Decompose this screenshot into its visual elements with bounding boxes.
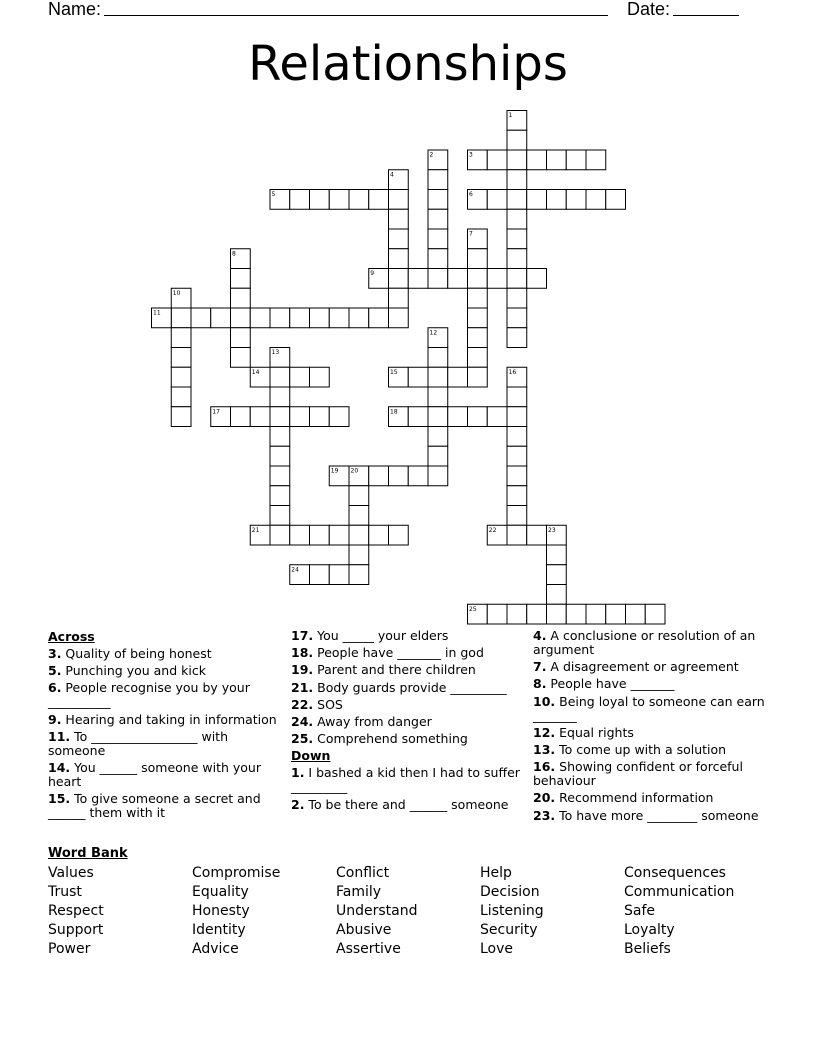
grid-cell[interactable] — [349, 565, 369, 585]
clue-item — [291, 681, 523, 695]
word-bank-word: Loyalty — [624, 922, 675, 938]
grid-cell[interactable] — [290, 367, 310, 387]
clue-number: 22 — [488, 526, 497, 534]
down-clue-list — [291, 766, 523, 811]
clue-item-number: 24. — [291, 713, 314, 729]
grid-cell[interactable] — [527, 269, 547, 289]
grid-cell[interactable] — [171, 308, 191, 328]
clue-number: 20 — [350, 467, 359, 475]
grid-cell[interactable] — [231, 407, 251, 427]
grid-cell[interactable] — [507, 387, 527, 407]
grid-cell[interactable] — [507, 130, 527, 150]
grid-cell[interactable] — [507, 486, 527, 506]
grid-cell[interactable] — [507, 209, 527, 229]
clue-number: 7 — [469, 230, 473, 238]
grid-cell[interactable] — [231, 269, 251, 289]
clue-number: 12 — [429, 329, 438, 337]
grid-cell[interactable] — [428, 249, 448, 269]
clue-number: 15 — [390, 368, 398, 376]
clue-item-number: 14. — [48, 759, 71, 775]
grid-cell[interactable] — [389, 190, 409, 210]
clue-item-text: To _________________ with someone — [48, 728, 229, 758]
grid-cell[interactable] — [428, 348, 448, 368]
clue-item-text: Hearing and taking in information — [61, 711, 277, 727]
grid-cell[interactable] — [586, 604, 606, 624]
grid-cell[interactable] — [527, 525, 547, 545]
grid-cell[interactable] — [369, 466, 389, 486]
clue-item — [291, 715, 523, 729]
grid-cell[interactable] — [349, 545, 369, 565]
grid-cell[interactable] — [507, 190, 527, 210]
grid-cell[interactable] — [171, 348, 191, 368]
grid-cell[interactable] — [389, 288, 409, 308]
word-bank-word: Security — [480, 922, 538, 938]
grid-cell[interactable] — [290, 308, 310, 328]
grid-cell[interactable] — [389, 249, 409, 269]
grid-cell[interactable] — [270, 367, 290, 387]
clue-item-number: 9. — [48, 711, 62, 727]
clue-item-number: 15. — [48, 791, 71, 807]
clue-item — [291, 698, 523, 712]
grid-cell[interactable] — [468, 328, 488, 348]
clue-item-text: To be there and ______ someone — [304, 796, 509, 812]
grid-cell[interactable] — [231, 328, 251, 348]
grid-cell[interactable] — [428, 269, 448, 289]
grid-cell[interactable] — [626, 604, 646, 624]
grid-cell[interactable] — [231, 348, 251, 368]
grid-cell[interactable] — [547, 585, 567, 605]
grid-cell[interactable] — [171, 407, 191, 427]
grid-cell[interactable] — [389, 209, 409, 229]
clue-item — [533, 660, 765, 674]
grid-cell[interactable] — [250, 308, 270, 328]
clue-item-text: You _____ your elders — [313, 628, 449, 643]
grid-cell[interactable] — [310, 407, 330, 427]
grid-cell[interactable] — [507, 249, 527, 269]
clue-item — [533, 677, 765, 691]
clue-number: 24 — [291, 566, 299, 574]
grid-cell[interactable] — [507, 269, 527, 289]
grid-cell[interactable] — [270, 446, 290, 466]
clue-item-text: Equal rights — [555, 724, 634, 740]
clue-number: 21 — [251, 526, 260, 534]
grid-cell[interactable] — [171, 367, 191, 387]
grid-cell[interactable] — [428, 367, 448, 387]
grid-cell[interactable] — [250, 407, 270, 427]
grid-cell[interactable] — [448, 407, 468, 427]
clue-number: 3 — [469, 151, 473, 159]
clue-item-text: Being loyal to someone can earn _______ — [533, 693, 765, 723]
grid-cell[interactable] — [270, 387, 290, 407]
grid-cell[interactable] — [428, 427, 448, 447]
clue-item-text: A disagreement or agreement — [546, 659, 739, 675]
grid-cell[interactable] — [369, 190, 389, 210]
clue-item-text: Recommend information — [555, 790, 714, 806]
grid-cell[interactable] — [606, 190, 626, 210]
grid-cell[interactable] — [507, 170, 527, 190]
grid-cell[interactable] — [389, 229, 409, 249]
grid-cell[interactable] — [349, 525, 369, 545]
clue-item-text: I bashed a kid then I had to suffer _________ — [291, 765, 520, 795]
grid-cell[interactable] — [408, 466, 428, 486]
clue-number: 9 — [370, 270, 375, 277]
grid-cell[interactable] — [310, 190, 330, 210]
clue-item — [48, 761, 280, 789]
grid-cell[interactable] — [487, 407, 507, 427]
grid-cell[interactable] — [507, 604, 527, 624]
grid-cell[interactable] — [547, 604, 567, 624]
grid-cell[interactable] — [507, 525, 527, 545]
grid-cell[interactable] — [428, 170, 448, 190]
clue-number: 25 — [469, 605, 477, 613]
clue-item — [291, 629, 523, 643]
grid-cell[interactable] — [428, 387, 448, 407]
grid-cell[interactable] — [487, 269, 507, 289]
grid-cell[interactable] — [507, 288, 527, 308]
word-bank-word: Respect — [48, 903, 104, 919]
word-bank-word: Advice — [192, 941, 239, 957]
clue-item-text: To give someone a secret and ______ them with it — [48, 791, 261, 821]
grid-cell[interactable] — [586, 190, 606, 210]
word-bank-word: Compromise — [192, 865, 281, 881]
word-bank-word: Power — [48, 941, 91, 957]
grid-cell[interactable] — [349, 190, 369, 210]
word-bank-column — [624, 864, 734, 959]
grid-cell[interactable] — [547, 190, 567, 210]
clue-number: 17 — [212, 408, 220, 416]
grid-cell[interactable] — [329, 407, 349, 427]
word-bank-word: Abusive — [336, 922, 392, 938]
grid-cell[interactable] — [211, 308, 231, 328]
clues-column-1 — [48, 629, 280, 823]
down-clue-list-continued — [533, 629, 765, 823]
clue-item-text: Away from danger — [313, 713, 432, 729]
grid-cell[interactable] — [507, 427, 527, 447]
grid-cell[interactable] — [389, 308, 409, 328]
clues-column-2 — [291, 629, 523, 815]
grid-cell[interactable] — [606, 604, 626, 624]
grid-cell[interactable] — [290, 407, 310, 427]
clue-item — [48, 730, 280, 758]
name-label: Name: — [48, 0, 102, 19]
clue-item — [533, 695, 765, 723]
grid-cell[interactable] — [310, 367, 330, 387]
grid-cell[interactable] — [448, 269, 468, 289]
clue-item — [533, 743, 765, 757]
grid-cell[interactable] — [547, 150, 567, 170]
grid-cell[interactable] — [349, 486, 369, 506]
clue-item-number: 25. — [291, 731, 314, 747]
clue-item-number: 4. — [533, 628, 547, 643]
grid-cell[interactable] — [329, 565, 349, 585]
clue-item-number: 21. — [291, 679, 314, 695]
clue-item — [533, 791, 765, 805]
grid-cell[interactable] — [270, 466, 290, 486]
clue-item-text: SOS — [313, 696, 343, 712]
clue-number: 16 — [508, 368, 517, 376]
grid-cell[interactable] — [468, 407, 488, 427]
grid-cell[interactable] — [507, 466, 527, 486]
grid-cell[interactable] — [507, 446, 527, 466]
clue-number: 13 — [271, 349, 280, 356]
clue-number: 18 — [390, 408, 398, 416]
word-bank-title: Word Bank — [48, 846, 128, 861]
clue-item-text: Parent and there children — [313, 662, 476, 678]
clue-item-number: 6. — [48, 680, 62, 696]
grid-cell[interactable] — [231, 288, 251, 308]
grid-cell[interactable] — [408, 407, 428, 427]
clue-item-text: To have more ________ someone — [555, 807, 759, 823]
clue-item-text: People have _______ in god — [313, 645, 484, 661]
grid-cell[interactable] — [468, 288, 488, 308]
clue-item-number: 16. — [533, 759, 556, 775]
clue-number: 6 — [469, 191, 473, 198]
grid-cell[interactable] — [547, 565, 567, 585]
grid-cell[interactable] — [468, 308, 488, 328]
clue-item — [291, 663, 523, 677]
grid-cell[interactable] — [448, 367, 468, 387]
word-bank-column — [336, 864, 418, 959]
grid-cell[interactable] — [428, 229, 448, 249]
clue-item-number: 10. — [533, 693, 556, 709]
grid-cell[interactable] — [507, 506, 527, 526]
word-bank-word: Equality — [192, 884, 249, 900]
clue-item-text: People recognise you by your __________ — [48, 680, 250, 710]
clue-item-text: To come up with a solution — [555, 741, 727, 757]
across-clue-list-continued — [291, 629, 523, 746]
grid-cell[interactable] — [270, 427, 290, 447]
clue-number: 1 — [508, 112, 513, 119]
grid-cell[interactable] — [171, 387, 191, 407]
clue-item-number: 18. — [291, 645, 314, 661]
grid-cell[interactable] — [310, 525, 330, 545]
page-title: Relationships — [248, 36, 568, 92]
clue-number: 19 — [330, 467, 339, 475]
across-heading: Across — [48, 629, 95, 644]
grid-cell[interactable] — [389, 269, 409, 289]
grid-cell[interactable] — [566, 604, 586, 624]
word-bank-word: Conflict — [336, 865, 390, 881]
clue-item-number: 5. — [48, 663, 62, 679]
grid-cell[interactable] — [329, 308, 349, 328]
grid-cell[interactable] — [428, 407, 448, 427]
grid-cell[interactable] — [645, 604, 665, 624]
word-bank-word: Safe — [624, 903, 656, 919]
grid-cell[interactable] — [389, 466, 409, 486]
clue-item-number: 1. — [291, 765, 305, 781]
grid-cell[interactable] — [329, 190, 349, 210]
grid-cell[interactable] — [270, 308, 290, 328]
date-label: Date: — [627, 0, 671, 19]
clue-number: 23 — [548, 526, 556, 534]
grid-cell[interactable] — [527, 150, 547, 170]
clue-number: 4 — [390, 171, 394, 179]
word-bank-word: Honesty — [192, 903, 250, 919]
grid-cell[interactable] — [487, 604, 507, 624]
grid-cell[interactable] — [290, 525, 310, 545]
clue-item-text: People have _______ — [546, 676, 675, 692]
clue-item — [48, 681, 280, 709]
clue-number: 10 — [172, 289, 181, 297]
grid-cell[interactable] — [408, 269, 428, 289]
grid-cell[interactable] — [389, 525, 409, 545]
grid-cell[interactable] — [310, 308, 330, 328]
grid-cell[interactable] — [290, 190, 310, 210]
word-bank-column — [48, 864, 104, 959]
grid-cell[interactable] — [468, 249, 488, 269]
grid-cell[interactable] — [349, 506, 369, 526]
clue-item — [291, 798, 523, 812]
grid-cell[interactable] — [507, 150, 527, 170]
down-heading: Down — [291, 748, 331, 764]
clue-item — [48, 647, 280, 661]
clue-item-number: 22. — [291, 696, 314, 712]
word-bank-word: Trust — [48, 884, 82, 900]
grid-cell[interactable] — [270, 407, 290, 427]
grid-cell[interactable] — [270, 525, 290, 545]
grid-cell[interactable] — [231, 308, 251, 328]
clue-item-text: Showing confident or forceful behaviour — [533, 759, 743, 789]
grid-cell[interactable] — [487, 190, 507, 210]
clue-number: 14 — [251, 368, 260, 376]
grid-cell[interactable] — [468, 367, 488, 387]
word-bank-word: Assertive — [336, 941, 401, 957]
clue-item — [48, 664, 280, 678]
word-bank-word: Support — [48, 922, 104, 938]
clue-item — [533, 726, 765, 740]
grid-cell[interactable] — [408, 367, 428, 387]
word-bank-word: Consequences — [624, 865, 726, 881]
clue-item — [291, 732, 523, 746]
grid-cell[interactable] — [527, 190, 547, 210]
clue-item-number: 11. — [48, 728, 71, 744]
clue-item — [48, 792, 280, 820]
word-bank-word: Listening — [480, 903, 544, 919]
clue-item-text: Quality of being honest — [61, 646, 212, 661]
grid-cell[interactable] — [310, 565, 330, 585]
grid-cell[interactable] — [507, 328, 527, 348]
clue-number: 2 — [429, 151, 434, 159]
clue-item-number: 3. — [48, 646, 62, 661]
word-bank-word: Values — [48, 865, 94, 881]
grid-cell[interactable] — [428, 190, 448, 210]
clue-item-number: 2. — [291, 796, 305, 812]
grid-cell[interactable] — [270, 486, 290, 506]
clue-item-number: 19. — [291, 662, 314, 678]
word-bank-word: Understand — [336, 903, 418, 919]
word-bank-word: Family — [336, 884, 382, 900]
grid-cell[interactable] — [487, 150, 507, 170]
word-bank-column — [192, 864, 280, 959]
grid-cell[interactable] — [428, 446, 448, 466]
word-bank-word: Identity — [192, 922, 246, 938]
grid-cell[interactable] — [586, 150, 606, 170]
grid-cell[interactable] — [468, 269, 488, 289]
grid-cell[interactable] — [507, 407, 527, 427]
clue-number: 8 — [232, 250, 236, 258]
word-bank-word: Beliefs — [624, 941, 671, 957]
grid-cell[interactable] — [428, 209, 448, 229]
word-bank-word: Decision — [480, 884, 540, 900]
clue-item-text: A conclusione or resolution of an argument — [533, 628, 756, 657]
grid-cell[interactable] — [428, 466, 448, 486]
clue-item-number: 13. — [533, 741, 556, 757]
grid-cell[interactable] — [566, 190, 586, 210]
grid-cell[interactable] — [527, 604, 547, 624]
clue-item-number: 23. — [533, 807, 556, 823]
clue-item-number: 20. — [533, 790, 556, 806]
across-clue-list — [48, 647, 280, 820]
clue-item — [291, 646, 523, 660]
word-bank-word: Help — [480, 865, 512, 881]
clue-number: 5 — [271, 191, 276, 198]
grid-cell[interactable] — [329, 525, 349, 545]
clue-item-text: Punching you and kick — [61, 663, 206, 679]
clue-item — [48, 713, 280, 727]
grid-cell[interactable] — [191, 308, 211, 328]
clue-item-text: Body guards provide _________ — [313, 679, 507, 695]
word-bank-column — [480, 864, 544, 959]
clues-column-3 — [533, 629, 765, 826]
word-bank-word: Love — [480, 941, 514, 957]
clue-item — [533, 760, 765, 788]
grid-cell[interactable] — [547, 545, 567, 565]
grid-cell[interactable] — [369, 308, 389, 328]
clue-item-text: Comprehend something — [313, 731, 468, 747]
clue-item — [291, 766, 523, 794]
clue-item-text: You ______ someone with your heart — [48, 759, 261, 789]
grid-cell[interactable] — [349, 308, 369, 328]
grid-cell[interactable] — [566, 150, 586, 170]
clue-item-number: 12. — [533, 724, 556, 740]
grid-cell[interactable] — [369, 525, 389, 545]
clue-item-number: 17. — [291, 628, 314, 643]
word-bank-word: Communication — [624, 884, 735, 900]
clue-item-number: 7. — [533, 659, 547, 675]
clue-number: 11 — [153, 309, 161, 317]
grid-cell[interactable] — [270, 506, 290, 526]
clue-item — [533, 809, 765, 823]
grid-cell[interactable] — [468, 348, 488, 368]
clue-item — [533, 629, 765, 657]
grid-cell[interactable] — [171, 328, 191, 348]
grid-cell[interactable] — [507, 229, 527, 249]
clue-item-number: 8. — [533, 676, 547, 692]
grid-cell[interactable] — [507, 308, 527, 328]
